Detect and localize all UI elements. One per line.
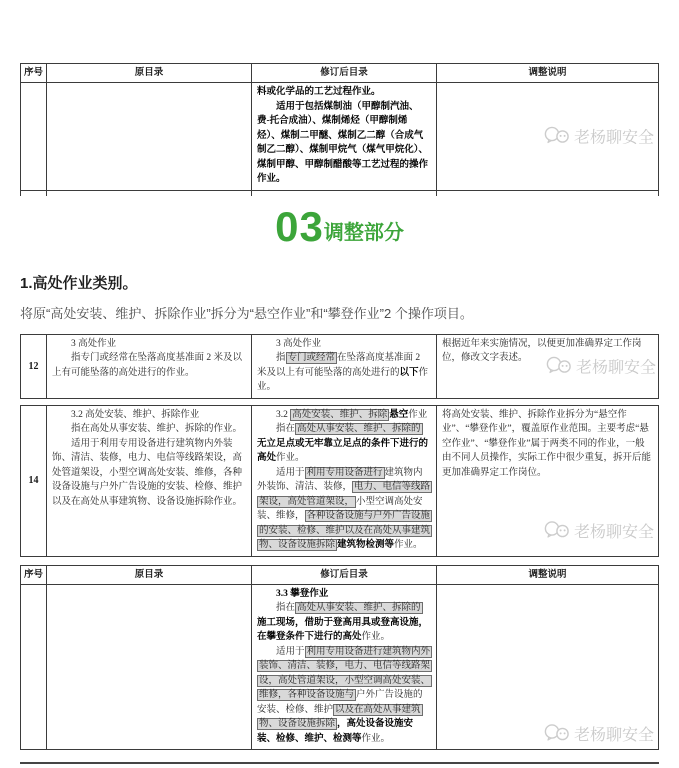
climbing-work-table	[20, 565, 659, 751]
revised-cell	[252, 335, 437, 398]
deleted-text: 专门或经常	[287, 353, 336, 363]
paragraph	[257, 351, 431, 395]
cut-cell	[20, 191, 46, 196]
text-run: 建筑物内外装饰、清洁、装修，	[257, 467, 423, 492]
paragraph	[257, 601, 431, 645]
paragraph	[52, 337, 246, 352]
text-run: 3 高处作业	[276, 338, 322, 349]
table-header-cell: 序号	[21, 566, 47, 584]
text-run: 适用于	[276, 467, 305, 478]
added-text: 施工现场，借助于登高用具或登高设施，在攀登条件下进行的高处	[257, 617, 429, 642]
table-header-cell: 调整说明	[528, 569, 567, 580]
cut-cell	[436, 191, 659, 196]
watermark	[544, 125, 654, 148]
added-text: ，高处设备设施安装、检修、维护、检测等	[257, 719, 414, 744]
row-number-cell	[21, 585, 47, 750]
text-run: 3 高处作业	[71, 338, 117, 349]
row-number-cell	[21, 83, 47, 190]
paragraph	[257, 100, 431, 187]
added-text: 以下	[399, 367, 419, 378]
chat-bubbles-icon	[544, 126, 571, 147]
article-intro: 将原“高处安装、维护、拆除作业”拆分为“悬空作业”和“攀登作业”2 个操作项目。	[20, 305, 473, 321]
document-page	[0, 63, 679, 764]
watermark-text: 老杨聊安全	[575, 359, 656, 377]
watermark	[544, 519, 654, 542]
chat-bubbles-icon	[544, 520, 571, 541]
revised-cell	[252, 83, 437, 190]
paragraph	[442, 408, 653, 481]
text-run: 小型空调高处安装、维修，	[257, 496, 423, 521]
note-cell	[437, 83, 658, 190]
paragraph	[257, 337, 431, 352]
text-run: 指	[276, 353, 286, 363]
section-heading	[20, 202, 659, 250]
added-text: 3.3 攀登作业	[276, 588, 329, 599]
revised-cell	[252, 406, 437, 556]
deleted-text: 高处从事安装、维护、拆除的	[297, 424, 421, 434]
text-run: 作业。	[257, 367, 429, 392]
paragraph	[52, 408, 246, 423]
cut-cell	[46, 191, 251, 196]
text-run: 3.2	[276, 409, 291, 420]
paragraph	[257, 466, 431, 553]
text-run: 作业。	[361, 632, 391, 642]
added-text: 悬空	[389, 409, 409, 420]
note-cell	[437, 585, 658, 750]
text-run: 适用于	[276, 646, 305, 657]
text-run: 作业。	[361, 733, 391, 744]
revised-cell	[252, 585, 437, 750]
paragraph	[257, 645, 431, 747]
table-header-row	[21, 566, 658, 584]
watermark-text: 老杨聊安全	[573, 523, 654, 541]
text-run: 指在	[276, 603, 296, 613]
table-row	[21, 584, 658, 750]
watermark-text: 老杨聊安全	[573, 727, 654, 744]
paragraph	[257, 587, 431, 602]
section-number: 03	[275, 202, 324, 250]
table-header-cell: 修订后目录	[252, 64, 437, 82]
paragraph	[52, 351, 246, 380]
deleted-text: 以及在高处从事建筑物、设备设施拆除	[259, 704, 421, 729]
text-run: 作业。	[276, 453, 305, 463]
chat-bubbles-icon	[544, 723, 571, 744]
text-run: 指在高处从事安装、维护、拆除的作业。	[71, 424, 243, 434]
row-12-table	[20, 334, 659, 399]
watermark	[544, 722, 654, 745]
deleted-text: 电力、电信等线路架设，高处管道架设，	[259, 482, 431, 507]
text-run: 指在	[276, 424, 296, 434]
added-text: 适用于包括煤制油（甲醇制汽油、费-托合成油）、煤制烯烃（甲醇制烯烃）、煤制二甲醚、煤制乙二醇（合成气制乙二醇）、煤制甲烷气（煤气甲烷化）、煤制甲醇、甲醇制醋酸等工艺过程的操作作业。	[257, 101, 429, 184]
deleted-text: 利用专用设备进行	[306, 467, 383, 478]
table-row	[21, 406, 658, 556]
original-cell	[47, 406, 252, 556]
cut-cell	[251, 191, 436, 196]
paragraph	[257, 408, 431, 423]
note-cell	[437, 335, 658, 398]
table-header-cell: 调整说明	[528, 68, 567, 78]
deleted-text: 各种设备设施与户外广告设施的安装、检修、维护以及在高处从事建筑物、设备设施拆除	[259, 511, 431, 550]
table-header-cell: 序号	[21, 64, 47, 82]
added-text: 建筑物检测等	[337, 540, 395, 550]
text-run: 3.2 高处安装、维护、拆除作业	[71, 409, 200, 420]
text-run: 户外广告设施的安装、检修、维护	[257, 690, 423, 715]
paragraph	[442, 337, 653, 366]
text-run: 根据近年来实施情况，以便更加准确界定工作岗位，修改文字表述。	[442, 338, 642, 363]
bottom-divider	[20, 762, 659, 764]
table-header-cell: 原目录	[47, 64, 252, 82]
original-cell	[47, 585, 252, 750]
paragraph	[257, 85, 431, 100]
article-heading: 1.高处作业类别。	[20, 274, 138, 292]
row-14-table	[20, 405, 659, 557]
table-row	[21, 82, 658, 190]
table-header-row	[21, 64, 658, 82]
section-title: 调整部分	[323, 221, 404, 244]
paragraph	[52, 437, 246, 510]
table-row	[21, 335, 658, 398]
note-cell	[437, 406, 658, 556]
deleted-text: 高处安装、维护、拆除	[292, 409, 388, 420]
deleted-text: 利用专用设备进行建筑物内外装饰、清洁、装修，电力、电信等线路架设，高处管道架设，小型空调高处安装、维修，各种设备设施与	[259, 646, 431, 700]
text-run: 作业。	[394, 540, 423, 550]
original-cell	[47, 83, 252, 190]
text-run: 在坠落高度基准面 2 米及以上有可能坠落的高处进行的	[257, 353, 421, 378]
table-cut-row	[20, 191, 659, 196]
table-header-cell: 原目录	[47, 566, 252, 584]
paragraph	[52, 422, 246, 437]
watermark-text: 老杨聊安全	[573, 129, 654, 147]
original-cell	[47, 335, 252, 398]
text-run: 适用于利用专用设备进行建筑物内外装饰、清洁、装修，电力、电信等线路架设，高处管道架设，小型空调高处安装、维修，各种设备设施与户外广告设施的安装、检修、维护以及在高处从事建筑物、设备设施拆除作业。	[52, 438, 243, 507]
added-text: 无立足点或无牢靠立足点的条件下进行的高处	[257, 438, 429, 463]
table-header-cell: 修订后目录	[252, 566, 437, 584]
deleted-text: 高处从事安装、维护、拆除的	[297, 603, 421, 613]
paragraph	[257, 422, 431, 466]
row-number-cell: 12	[21, 335, 47, 398]
added-text: 料或化学品的工艺过程作业。	[257, 87, 381, 97]
text-run: 作业	[408, 409, 428, 420]
row-number-cell: 14	[21, 406, 47, 556]
text-run: 指专门或经常在坠落高度基准面 2 米及以上有可能坠落的高处进行的作业。	[52, 353, 243, 378]
catalog-table-continued	[20, 63, 659, 191]
text-run: 将高处安装、维护、拆除作业拆分为“悬空作业”、“攀登作业”，覆盖原作业范围。主要考虑“悬空作业”、“攀登作业”属于两类不同的作业，一般由不同人员操作，实际工作中很少重复，拆开后能更加准确界定工作岗位。	[442, 409, 652, 478]
